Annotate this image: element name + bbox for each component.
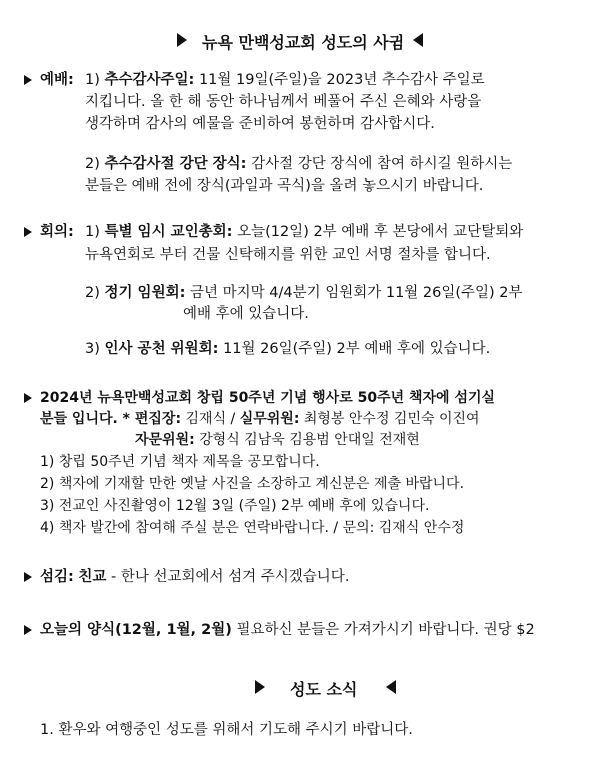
service-label: 섬김: — [40, 569, 74, 585]
anniversary-editor-term: 분들 입니다. * 편집장: — [40, 411, 182, 427]
meeting-item1-num: 1) — [85, 224, 100, 240]
anniversary-line3 — [135, 430, 420, 450]
meeting-item3-line1 — [85, 339, 490, 359]
meeting-item2-line1 — [85, 283, 523, 303]
news-title: 성도 소식 — [290, 680, 358, 699]
meeting-item2-text: 금년 마지막 4/4분기 임원회가 11월 26일(주일) 2부 — [190, 285, 523, 301]
anniversary-item-3: 3) 전교인 사진촬영이 12월 3일 (주일) 2부 예배 후에 있습니다. — [40, 498, 430, 514]
meeting-item1-term: 특별 임시 교인총회: — [104, 224, 233, 240]
service-term: 친교 — [78, 569, 107, 585]
meeting-item3-text: 11월 26일(주일) 2부 예배 후에 있습니다. — [223, 341, 491, 357]
anniversary-editor-name: 김재식 / — [185, 411, 236, 427]
title-right-arrow-icon — [413, 33, 423, 47]
page-title: 뉴욕 만백성교회 성도의 사귐 — [202, 33, 405, 52]
guide-bullet-icon — [24, 625, 32, 635]
meeting-item2-line2: 예배 후에 있습니다. — [183, 306, 309, 322]
meeting-item3-num: 3) — [85, 341, 100, 357]
worship-item1-text: 11월 19일(주일)을 2023년 추수감사 주일로 — [198, 72, 485, 88]
meeting-item1-line2: 뉴욕연회로 부터 건물 신탁해지를 위한 교인 서명 절차를 합니다. — [85, 247, 491, 263]
meeting-item2-term: 정기 임원회: — [104, 285, 186, 301]
worship-item2-num: 2) — [85, 156, 100, 172]
worship-item1-line1 — [85, 70, 485, 90]
service-text: - 한나 선교회에서 섬겨 주시겠습니다. — [111, 569, 350, 585]
anniversary-advisor-term: 자문위원: — [135, 432, 195, 448]
service-line — [40, 567, 349, 587]
guide-text: 필요하신 분들은 가져가시기 바랍니다. 권당 $2 — [236, 622, 535, 638]
worship-item2-text: 감사절 강단 장식에 참여 하시길 원하시는 — [251, 156, 513, 172]
worship-label: 예배: — [40, 72, 74, 88]
worship-item2-line2: 분들은 예배 전에 장식(과일과 곡식)을 올려 놓으시기 바랍니다. — [85, 178, 484, 194]
worship-item1-num: 1) — [85, 72, 100, 88]
service-bullet-icon — [24, 572, 32, 582]
worship-item1-line3: 생각하며 감사의 예물을 준비하여 봉헌하며 감사합시다. — [85, 116, 435, 132]
worship-bullet-icon — [24, 75, 32, 85]
anniversary-advisor-names: 강형식 김남욱 김용범 안대일 전재현 — [199, 432, 420, 448]
guide-term: 오늘의 양식(12월, 1월, 2월) — [40, 622, 232, 638]
meeting-item3-term: 인사 공천 위원회: — [104, 341, 219, 357]
anniversary-item-4: 4) 책자 발간에 참여해 주실 분은 연락바랍니다. / 문의: 김재식 안수정 — [40, 520, 465, 536]
worship-item1-term: 추수감사주일: — [104, 72, 195, 88]
anniversary-item-2: 2) 책자에 기재할 만한 옛날 사진을 소장하고 계신분은 제출 바랍니다. — [40, 476, 465, 492]
anniversary-staff-term: 실무위원: — [239, 411, 300, 427]
anniversary-staff-names: 최형봉 안수정 김민숙 이진여 — [303, 411, 480, 427]
news-right-arrow-icon — [386, 680, 396, 694]
meeting-item1-line1 — [85, 222, 523, 242]
meeting-bullet-icon — [24, 227, 32, 237]
news-item-1: 1. 환우와 여행중인 성도를 위해서 기도해 주시기 바랍니다. — [40, 722, 413, 738]
anniversary-line2 — [40, 409, 480, 429]
anniversary-item-1: 1) 창립 50주년 기념 책자 제목을 공모합니다. — [40, 454, 320, 470]
meeting-label: 회의: — [40, 224, 74, 240]
meeting-item2-num: 2) — [85, 285, 100, 301]
guide-line — [40, 620, 535, 640]
meeting-item1-text: 오늘(12일) 2부 예배 후 본당에서 교단탈퇴와 — [237, 224, 524, 240]
news-left-arrow-icon — [255, 680, 265, 694]
anniversary-bullet-icon — [24, 393, 32, 403]
worship-item2-term: 추수감사절 강단 장식: — [104, 156, 247, 172]
title-left-arrow-icon — [177, 33, 187, 47]
worship-item2-line1 — [85, 154, 512, 174]
anniversary-line1: 2024년 뉴욕만백성교회 창립 50주년 기념 행사로 50주년 책자에 섬기실 — [40, 390, 496, 406]
worship-item1-line2: 지킵니다. 올 한 해 동안 하나님께서 베풀어 주신 은혜와 사랑을 — [85, 94, 482, 110]
